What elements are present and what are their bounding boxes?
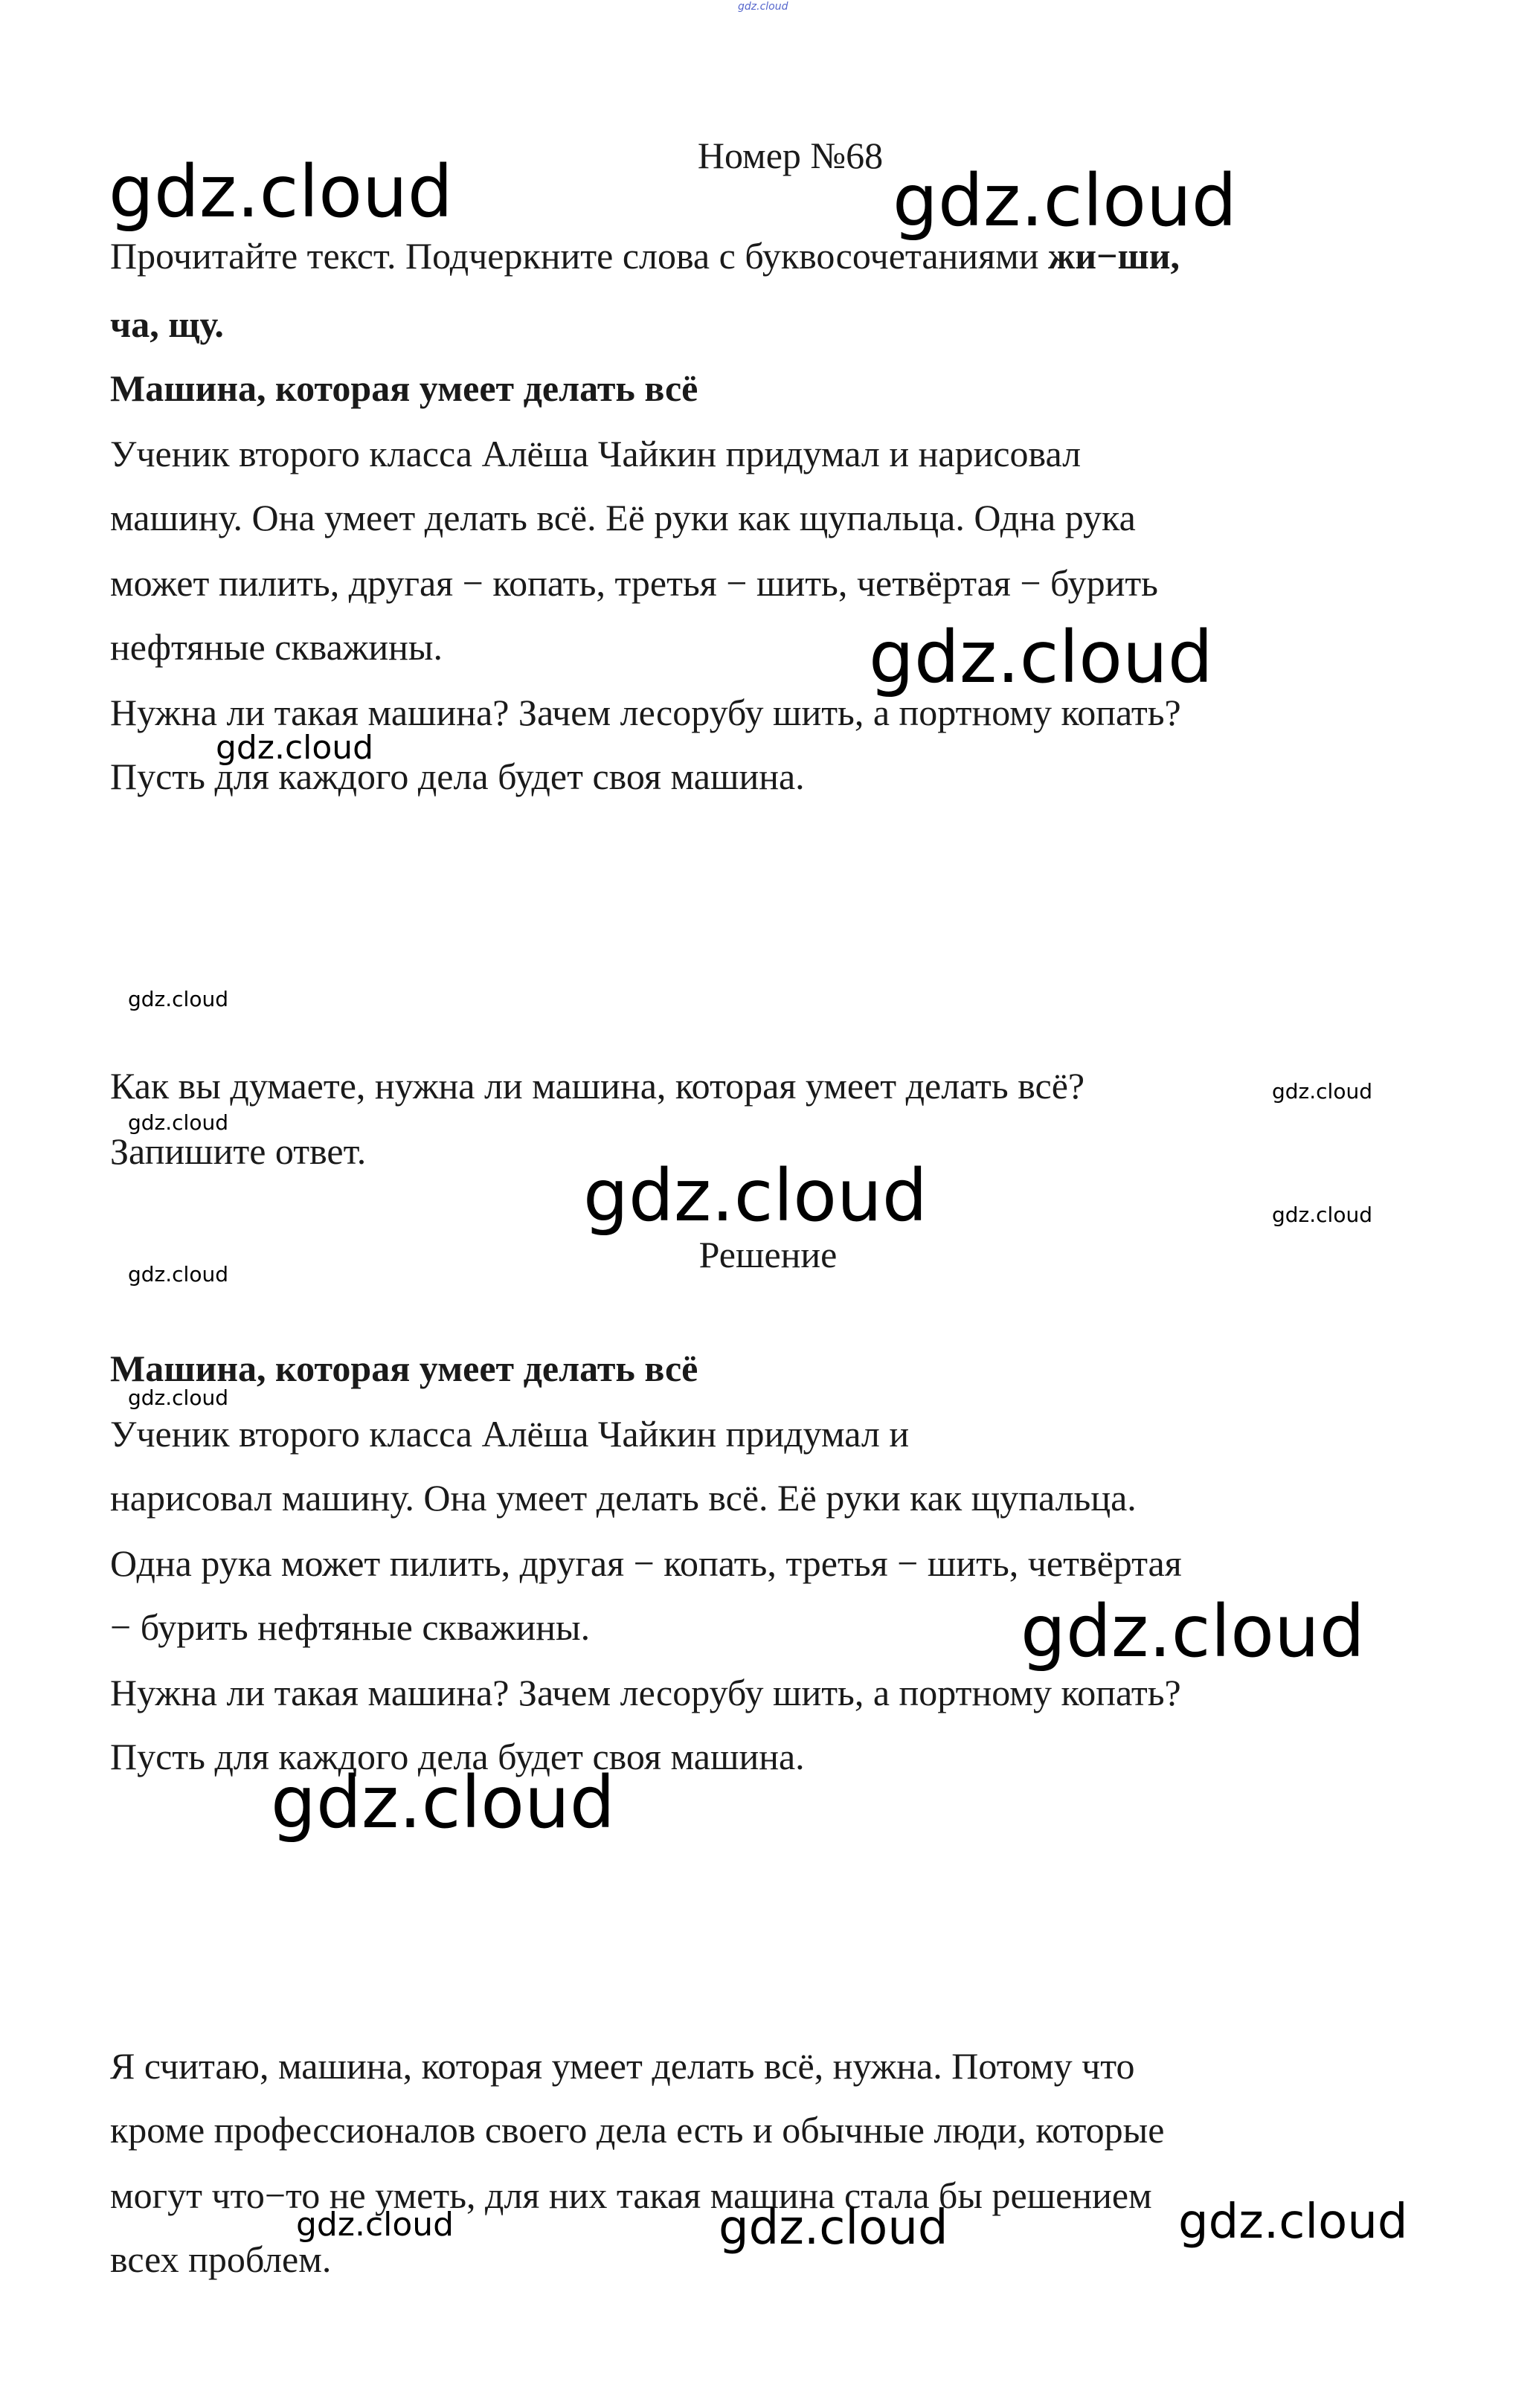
question-line: Как вы думаете, нужна ли машина, которая умеет делать всё?: [110, 1065, 1085, 1107]
watermark: gdz.cloud: [109, 150, 453, 234]
page-title: Номер №68: [697, 135, 884, 176]
watermark: gdz.cloud: [216, 729, 374, 767]
solution-line: − бурить нефтяные скважины.: [110, 1606, 591, 1648]
solution-line: Пусть для каждого дела будет своя машина.: [110, 1736, 805, 1777]
answer-line: всех проблем.: [110, 2238, 332, 2280]
solution-text-title: Машина, которая умеет делать всё: [110, 1348, 698, 1389]
watermark: gdz.cloud: [719, 2201, 948, 2256]
watermark: gdz.cloud: [1178, 2195, 1408, 2250]
solution-line: Нужна ли такая машина? Зачем лесорубу шить, а портному копать?: [110, 1672, 1181, 1713]
answer-line: Я считаю, машина, которая умеет делать всё, нужна. Потому что: [110, 2045, 1135, 2087]
watermark: gdz.cloud: [893, 159, 1237, 242]
task-text-title: Машина, которая умеет делать всё: [110, 367, 698, 409]
task-line: Ученик второго класса Алёша Чайкин придумал и нарисовал: [110, 433, 1082, 474]
watermark: gdz.cloud: [869, 616, 1213, 699]
watermark: gdz.cloud: [128, 1110, 228, 1135]
task-line: Пусть для каждого дела будет своя машина.: [110, 756, 805, 797]
task-line: Нужна ли такая машина? Зачем лесорубу шить, а портному копать?: [110, 692, 1181, 733]
solution-line: Одна рука может пилить, другая − копать, третья − шить, четвёртая: [110, 1542, 1182, 1584]
watermark: gdz.cloud: [128, 1262, 228, 1287]
watermark: gdz.cloud: [128, 1385, 228, 1410]
answer-line: кроме профессионалов своего дела есть и обычные люди, которые: [110, 2109, 1165, 2151]
watermark: gdz.cloud: [738, 1, 788, 13]
watermark: gdz.cloud: [583, 1154, 928, 1237]
watermark: gdz.cloud: [296, 2206, 454, 2244]
solution-line: Ученик второго класса Алёша Чайкин придумал и: [110, 1413, 910, 1455]
watermark: gdz.cloud: [1272, 1203, 1372, 1227]
instruction-text: Прочитайте текст. Подчеркните слова с буквосочетаниями: [110, 235, 1048, 277]
instruction-bold-2: ча, щу.: [110, 303, 224, 345]
watermark: gdz.cloud: [128, 987, 228, 1011]
task-line: может пилить, другая − копать, третья − шить, четвёртая − бурить: [110, 562, 1158, 604]
instruction-bold-1: жи−ши,: [1047, 235, 1180, 277]
watermark: gdz.cloud: [271, 1761, 615, 1844]
watermark: gdz.cloud: [1021, 1590, 1365, 1673]
solution-line: нарисовал машину. Она умеет делать всё. Её руки как щупальца.: [110, 1477, 1137, 1519]
question-line: Запишите ответ.: [110, 1130, 367, 1172]
solution-heading: Решение: [698, 1234, 838, 1275]
task-line: машину. Она умеет делать всё. Её руки как щупальца. Одна рука: [110, 497, 1136, 538]
watermark: gdz.cloud: [1272, 1079, 1372, 1104]
answer-line: могут что−то не уметь, для них такая машина стала бы решением: [110, 2174, 1152, 2216]
task-line: нефтяные скважины.: [110, 626, 443, 668]
